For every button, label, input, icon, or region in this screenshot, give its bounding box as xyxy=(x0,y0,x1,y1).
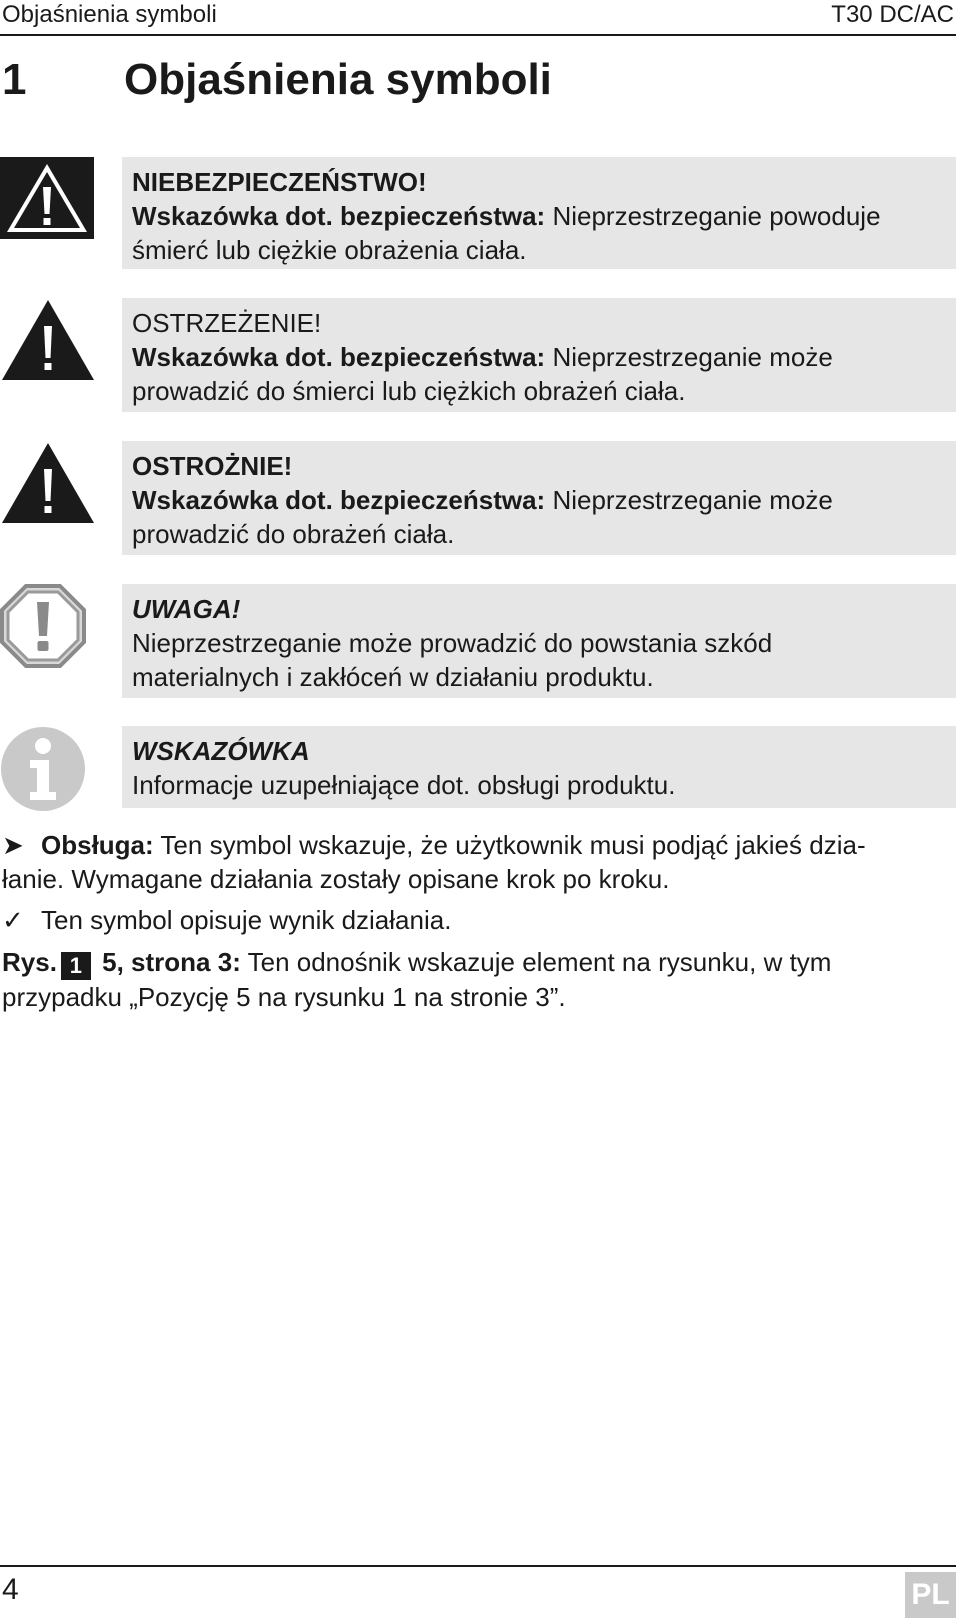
notice-title: WSKAZÓWKA xyxy=(132,736,310,766)
notice-text: Nieprzestrzeganie powoduje xyxy=(545,201,881,231)
action-step xyxy=(0,828,956,896)
action-text: Ten symbol wskazuje, że użytkownik musi podjąć jakieś dzia- xyxy=(153,830,866,860)
arrow-right-icon: ➤ xyxy=(2,830,24,860)
notice-octagon-icon xyxy=(0,584,86,668)
notice-body-line2: materialnych i zakłóceń w działaniu produktu. xyxy=(132,662,654,692)
notice-lead: Wskazówka dot. bezpieczeństwa: xyxy=(132,342,546,372)
result-text: Ten symbol opisuje wynik działania. xyxy=(41,905,452,935)
chapter-number: 1 xyxy=(2,55,27,104)
action-lead: Obsługa: xyxy=(41,830,154,860)
notice-lead: Wskazówka dot. bezpieczeństwa: xyxy=(132,485,546,515)
header-model: T30 DC/AC xyxy=(831,1,954,28)
notice-lead: Wskazówka dot. bezpieczeństwa: xyxy=(132,201,546,231)
danger-square-icon xyxy=(0,157,94,239)
figure-reference xyxy=(0,945,958,1014)
notice-body: Nieprzestrzeganie może prowadzić do powstania szkód xyxy=(132,628,773,658)
info-circle-icon xyxy=(0,726,86,812)
caution-triangle-icon xyxy=(0,441,96,525)
figure-lead: Rys. xyxy=(2,947,57,977)
chapter-title: Objaśnienia symboli xyxy=(124,55,552,104)
language-badge: PL xyxy=(905,1572,956,1618)
notice-body-line2: prowadzić do obrażeń ciała. xyxy=(132,519,455,549)
notice-caution xyxy=(122,441,956,555)
notice-body-line2: śmierć lub ciężkie obrażenia ciała. xyxy=(132,235,527,265)
figure-number-box: 1 xyxy=(61,952,91,980)
checkmark-icon: ✓ xyxy=(2,905,24,935)
notice-body xyxy=(132,199,946,233)
page-header xyxy=(0,0,956,36)
figure-text-line2: przypadku „Pozycję 5 na rysunku 1 na stronie 3”. xyxy=(2,982,566,1012)
notice-title: UWAGA! xyxy=(132,594,241,624)
notice-danger xyxy=(122,157,956,269)
notice-text: Nieprzestrzeganie może xyxy=(545,485,833,515)
notice-body-line2: prowadzić do śmierci lub ciężkich obrażeń ciała. xyxy=(132,376,686,406)
result-step xyxy=(0,903,956,937)
action-text-line2: łanie. Wymagane działania zostały opisane krok po kroku. xyxy=(2,864,670,894)
notice-info xyxy=(122,726,956,808)
header-section-title: Objaśnienia symboli xyxy=(2,1,217,28)
notice-body xyxy=(132,483,946,517)
warning-triangle-icon xyxy=(0,298,96,382)
figure-position: 5, strona 3: xyxy=(94,947,241,977)
notice-text: Nieprzestrzeganie może xyxy=(545,342,833,372)
notice-body: Informacje uzupełniające dot. obsługi produktu. xyxy=(132,770,676,800)
chapter-heading xyxy=(2,52,552,108)
page-number: 4 xyxy=(2,1573,19,1606)
notice-title: NIEBEZPIECZEŃSTWO! xyxy=(132,167,427,197)
notice-attention xyxy=(122,584,956,698)
notice-body xyxy=(132,340,946,374)
notice-title: OSTRZEŻENIE! xyxy=(132,308,322,338)
figure-text: Ten odnośnik wskazuje element na rysunku, w tym xyxy=(240,947,832,977)
notice-warning xyxy=(122,298,956,412)
notice-title: OSTROŻNIE! xyxy=(132,451,293,481)
footer-divider xyxy=(0,1565,956,1567)
